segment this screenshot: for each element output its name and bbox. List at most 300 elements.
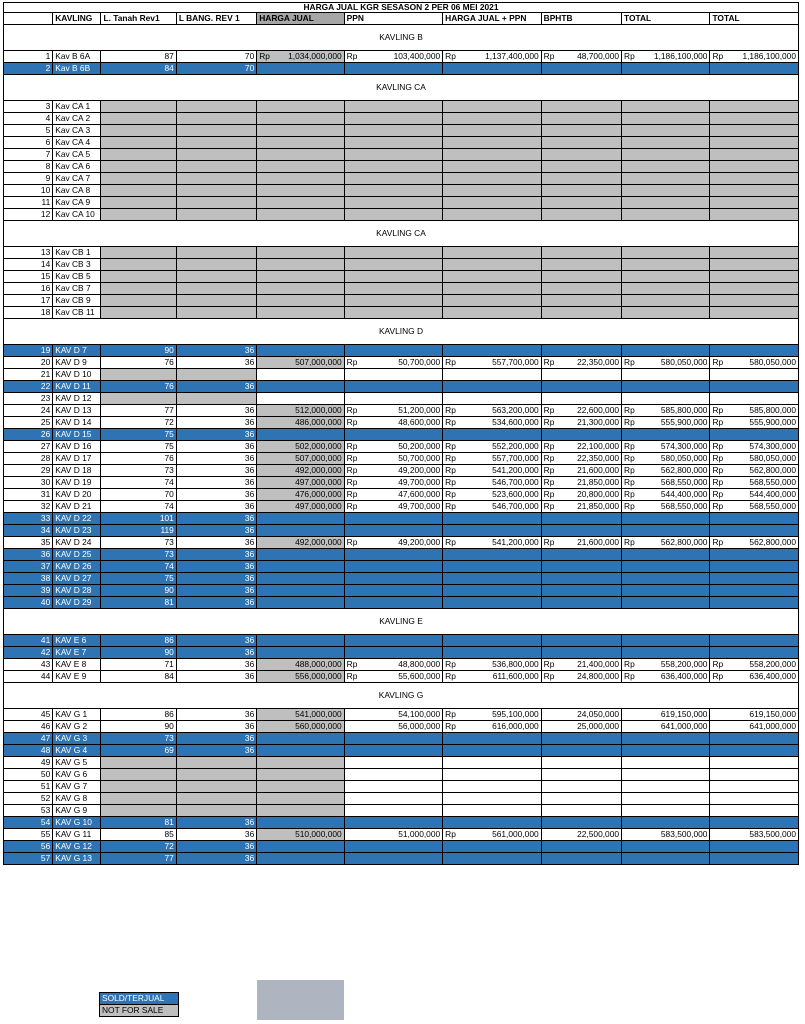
total-2 xyxy=(710,381,799,393)
bphtb-value: 48,700,000 xyxy=(577,51,620,61)
luas-bangunan: 36 xyxy=(176,441,256,453)
row-number: 2 xyxy=(4,63,53,75)
bphtb-value: 24,050,000 xyxy=(577,709,620,719)
currency-label: Rp xyxy=(445,405,456,415)
currency-label: Rp xyxy=(543,405,555,415)
harga-jual-ppn xyxy=(443,647,541,659)
bphtb xyxy=(541,733,621,745)
table-row xyxy=(4,585,799,597)
total-2 xyxy=(710,185,799,197)
kavling-name: KAV E 8 xyxy=(53,659,101,671)
total xyxy=(622,489,710,501)
ppn-value: 49,200,000 xyxy=(398,537,441,547)
ppn xyxy=(344,817,442,829)
currency-label: Rp xyxy=(445,417,456,427)
harga-jual-value: 488,000,000 xyxy=(295,659,342,669)
harga-jual xyxy=(257,369,344,381)
bphtb xyxy=(541,465,621,477)
luas-bangunan: 36 xyxy=(176,357,256,369)
row-number: 45 xyxy=(4,709,53,721)
kavling-name: Kav CB 3 xyxy=(53,259,101,271)
ppn xyxy=(344,357,442,369)
kavling-name: Kav CA 6 xyxy=(53,161,101,173)
row-number: 10 xyxy=(4,185,53,197)
currency-label: Rp xyxy=(712,453,724,463)
table-row xyxy=(4,307,799,319)
harga-jual-value: 492,000,000 xyxy=(295,537,342,547)
kavling-name: Kav CB 5 xyxy=(53,271,101,283)
kavling-name: KAV D 18 xyxy=(53,465,101,477)
luas-bangunan: 36 xyxy=(176,561,256,573)
ppn xyxy=(344,549,442,561)
kavling-name: KAV G 11 xyxy=(53,829,101,841)
kavling-name: KAV D 7 xyxy=(53,345,101,357)
ppn xyxy=(344,561,442,573)
harga-jual-ppn xyxy=(443,829,541,841)
table-row xyxy=(4,453,799,465)
harga-jual xyxy=(257,465,344,477)
bphtb xyxy=(541,793,621,805)
row-number: 51 xyxy=(4,781,53,793)
total-2 xyxy=(710,501,799,513)
bphtb-value: 21,300,000 xyxy=(577,417,620,427)
row-number: 57 xyxy=(4,853,53,865)
bphtb xyxy=(541,173,621,185)
harga-jual-ppn xyxy=(443,781,541,793)
kavling-name: KAV D 14 xyxy=(53,417,101,429)
ppn-value: 49,200,000 xyxy=(398,465,441,475)
harga-jual-ppn xyxy=(443,173,541,185)
harga-jual-ppn xyxy=(443,489,541,501)
kavling-name: KAV G 7 xyxy=(53,781,101,793)
total-value: 583,500,000 xyxy=(660,829,708,839)
total xyxy=(622,647,710,659)
total-value: 619,150,000 xyxy=(660,709,708,719)
total-2 xyxy=(710,561,799,573)
harga-jual-ppn xyxy=(443,501,541,513)
column-header: KAVLING xyxy=(53,13,101,25)
total-value: 568,550,000 xyxy=(660,501,708,511)
harga-jual-value: 497,000,000 xyxy=(295,501,342,511)
harga-jual xyxy=(257,573,344,585)
row-number: 36 xyxy=(4,549,53,561)
bphtb xyxy=(541,345,621,357)
ppn xyxy=(344,757,442,769)
table-row xyxy=(4,647,799,659)
harga-jual xyxy=(257,549,344,561)
harga-jual-ppn xyxy=(443,853,541,865)
currency-label: Rp xyxy=(346,51,358,61)
total-2-value: 568,550,000 xyxy=(749,501,796,511)
total-2-value: 1,186,100,000 xyxy=(742,51,796,61)
total-2 xyxy=(710,149,799,161)
ppn xyxy=(344,573,442,585)
row-number: 9 xyxy=(4,173,53,185)
bphtb xyxy=(541,745,621,757)
ppn xyxy=(344,51,442,63)
luas-tanah xyxy=(101,793,176,805)
currency-label: Rp xyxy=(346,501,358,511)
luas-tanah xyxy=(101,757,176,769)
column-header: L. Tanah Rev1 xyxy=(101,13,176,25)
harga-jual-ppn xyxy=(443,441,541,453)
total-2-value: 619,150,000 xyxy=(749,709,796,719)
ppn xyxy=(344,101,442,113)
total xyxy=(622,197,710,209)
total-value: 544,400,000 xyxy=(660,489,708,499)
bphtb xyxy=(541,149,621,161)
ppn xyxy=(344,635,442,647)
luas-tanah: 84 xyxy=(101,63,176,75)
luas-tanah: 84 xyxy=(101,671,176,683)
total-value: 580,050,000 xyxy=(660,453,708,463)
kavling-name: KAV G 1 xyxy=(53,709,101,721)
section-title: KAVLING CA xyxy=(4,75,799,101)
luas-bangunan: 36 xyxy=(176,549,256,561)
table-row xyxy=(4,101,799,113)
luas-bangunan: 36 xyxy=(176,635,256,647)
bphtb xyxy=(541,113,621,125)
total-2-value: 568,550,000 xyxy=(749,477,796,487)
currency-label: Rp xyxy=(712,537,724,547)
luas-bangunan xyxy=(176,769,256,781)
kavling-name: KAV G 4 xyxy=(53,745,101,757)
table-row xyxy=(4,465,799,477)
luas-bangunan: 36 xyxy=(176,721,256,733)
ppn xyxy=(344,537,442,549)
harga-jual xyxy=(257,501,344,513)
row-number: 44 xyxy=(4,671,53,683)
bphtb xyxy=(541,295,621,307)
luas-tanah xyxy=(101,137,176,149)
total-2 xyxy=(710,745,799,757)
column-header: HARGA JUAL + PPN xyxy=(443,13,541,25)
ppn xyxy=(344,345,442,357)
harga-jual-ppn-value: 536,800,000 xyxy=(492,659,539,669)
row-number: 14 xyxy=(4,259,53,271)
luas-bangunan: 36 xyxy=(176,453,256,465)
row-number: 1 xyxy=(4,51,53,63)
harga-jual-ppn xyxy=(443,161,541,173)
total xyxy=(622,635,710,647)
header-row xyxy=(4,13,799,25)
luas-tanah: 74 xyxy=(101,477,176,489)
luas-tanah xyxy=(101,393,176,405)
luas-bangunan: 36 xyxy=(176,345,256,357)
harga-jual xyxy=(257,101,344,113)
luas-tanah xyxy=(101,197,176,209)
total-2-value: 574,300,000 xyxy=(749,441,796,451)
harga-jual xyxy=(257,745,344,757)
total-2 xyxy=(710,513,799,525)
ppn xyxy=(344,295,442,307)
row-number: 19 xyxy=(4,345,53,357)
luas-bangunan: 36 xyxy=(176,537,256,549)
total-value: 555,900,000 xyxy=(660,417,708,427)
total xyxy=(622,271,710,283)
total-2 xyxy=(710,635,799,647)
harga-jual xyxy=(257,113,344,125)
kavling-name: Kav CA 3 xyxy=(53,125,101,137)
total-2 xyxy=(710,671,799,683)
total xyxy=(622,209,710,221)
ppn xyxy=(344,149,442,161)
harga-jual xyxy=(257,805,344,817)
bphtb xyxy=(541,125,621,137)
total-2 xyxy=(710,597,799,609)
luas-tanah: 75 xyxy=(101,573,176,585)
currency-label: Rp xyxy=(543,659,555,669)
legend xyxy=(99,992,179,1017)
row-number: 23 xyxy=(4,393,53,405)
total xyxy=(622,247,710,259)
harga-jual-ppn xyxy=(443,381,541,393)
currency-label: Rp xyxy=(712,501,724,511)
kavling-name: KAV D 13 xyxy=(53,405,101,417)
harga-jual xyxy=(257,733,344,745)
harga-jual xyxy=(257,405,344,417)
table-row xyxy=(4,549,799,561)
harga-jual xyxy=(257,441,344,453)
table-row xyxy=(4,537,799,549)
currency-label: Rp xyxy=(712,405,724,415)
currency-label: Rp xyxy=(259,51,270,61)
currency-label: Rp xyxy=(712,357,724,367)
kavling-name: KAV D 23 xyxy=(53,525,101,537)
price-table xyxy=(3,2,799,865)
table-row xyxy=(4,829,799,841)
luas-tanah xyxy=(101,125,176,137)
harga-jual-ppn xyxy=(443,247,541,259)
luas-tanah xyxy=(101,101,176,113)
total xyxy=(622,597,710,609)
row-number: 16 xyxy=(4,283,53,295)
harga-jual-ppn-value: 541,200,000 xyxy=(492,537,539,547)
total-2 xyxy=(710,393,799,405)
total-2-value: 562,800,000 xyxy=(749,465,796,475)
column-header: L BANG. REV 1 xyxy=(176,13,256,25)
harga-jual xyxy=(257,721,344,733)
section-title: KAVLING B xyxy=(4,25,799,51)
harga-jual xyxy=(257,781,344,793)
ppn xyxy=(344,453,442,465)
total-2 xyxy=(710,369,799,381)
currency-label: Rp xyxy=(346,671,358,681)
ppn-value: 103,400,000 xyxy=(393,51,441,61)
total-2 xyxy=(710,441,799,453)
bphtb xyxy=(541,709,621,721)
harga-jual-ppn xyxy=(443,671,541,683)
table-row xyxy=(4,781,799,793)
harga-jual-ppn-value: 561,000,000 xyxy=(492,829,539,839)
luas-bangunan: 36 xyxy=(176,647,256,659)
luas-tanah: 73 xyxy=(101,537,176,549)
total-2-value: 558,200,000 xyxy=(749,659,796,669)
row-number: 3 xyxy=(4,101,53,113)
luas-tanah: 77 xyxy=(101,405,176,417)
currency-label: Rp xyxy=(712,465,724,475)
ppn-value: 54,100,000 xyxy=(398,709,441,719)
total-2 xyxy=(710,721,799,733)
luas-bangunan xyxy=(176,393,256,405)
harga-jual xyxy=(257,585,344,597)
total-2 xyxy=(710,173,799,185)
ppn-value: 51,200,000 xyxy=(398,405,441,415)
luas-tanah: 76 xyxy=(101,357,176,369)
luas-tanah: 90 xyxy=(101,585,176,597)
kavling-name: KAV G 2 xyxy=(53,721,101,733)
row-number: 47 xyxy=(4,733,53,745)
luas-tanah: 71 xyxy=(101,659,176,671)
row-number: 26 xyxy=(4,429,53,441)
harga-jual-ppn xyxy=(443,573,541,585)
ppn xyxy=(344,513,442,525)
luas-tanah: 81 xyxy=(101,597,176,609)
total-2-value: 544,400,000 xyxy=(749,489,796,499)
total-2 xyxy=(710,405,799,417)
kavling-name: KAV G 12 xyxy=(53,841,101,853)
luas-bangunan xyxy=(176,185,256,197)
luas-bangunan: 36 xyxy=(176,465,256,477)
table-row xyxy=(4,525,799,537)
column-header: BPHTB xyxy=(541,13,621,25)
kavling-name: KAV D 20 xyxy=(53,489,101,501)
total-2 xyxy=(710,781,799,793)
harga-jual-ppn xyxy=(443,357,541,369)
harga-jual-ppn xyxy=(443,635,541,647)
ppn-value: 55,600,000 xyxy=(398,671,441,681)
harga-jual-ppn xyxy=(443,757,541,769)
ppn xyxy=(344,283,442,295)
ppn xyxy=(344,185,442,197)
kavling-name: Kav CB 11 xyxy=(53,307,101,319)
luas-tanah: 90 xyxy=(101,647,176,659)
row-number: 15 xyxy=(4,271,53,283)
table-row xyxy=(4,247,799,259)
table-row xyxy=(4,635,799,647)
currency-label: Rp xyxy=(624,537,635,547)
harga-jual-ppn xyxy=(443,137,541,149)
harga-jual-ppn xyxy=(443,345,541,357)
luas-bangunan xyxy=(176,805,256,817)
ppn xyxy=(344,489,442,501)
currency-label: Rp xyxy=(712,417,724,427)
row-number: 27 xyxy=(4,441,53,453)
table-row xyxy=(4,381,799,393)
harga-jual-value: 476,000,000 xyxy=(295,489,342,499)
table-row xyxy=(4,597,799,609)
table-row xyxy=(4,295,799,307)
bphtb xyxy=(541,381,621,393)
table-row xyxy=(4,161,799,173)
ppn-value: 49,700,000 xyxy=(398,501,441,511)
total xyxy=(622,63,710,75)
total xyxy=(622,745,710,757)
harga-jual xyxy=(257,137,344,149)
harga-jual xyxy=(257,671,344,683)
bphtb-value: 21,400,000 xyxy=(577,659,620,669)
row-number: 5 xyxy=(4,125,53,137)
harga-jual xyxy=(257,149,344,161)
kavling-name: Kav CA 9 xyxy=(53,197,101,209)
currency-label: Rp xyxy=(624,465,635,475)
currency-label: Rp xyxy=(543,537,555,547)
ppn xyxy=(344,597,442,609)
currency-label: Rp xyxy=(445,465,456,475)
bphtb xyxy=(541,561,621,573)
currency-label: Rp xyxy=(712,659,724,669)
harga-jual-value: 492,000,000 xyxy=(295,465,342,475)
bphtb xyxy=(541,781,621,793)
kavling-name: KAV D 12 xyxy=(53,393,101,405)
currency-label: Rp xyxy=(445,357,456,367)
total xyxy=(622,829,710,841)
table-row xyxy=(4,259,799,271)
luas-tanah: 101 xyxy=(101,513,176,525)
section-title: KAVLING D xyxy=(4,319,799,345)
row-number: 48 xyxy=(4,745,53,757)
bphtb xyxy=(541,647,621,659)
total xyxy=(622,709,710,721)
total xyxy=(622,659,710,671)
harga-jual-value: 507,000,000 xyxy=(295,453,342,463)
luas-tanah xyxy=(101,247,176,259)
luas-tanah: 75 xyxy=(101,441,176,453)
bphtb xyxy=(541,853,621,865)
harga-jual xyxy=(257,477,344,489)
ppn xyxy=(344,659,442,671)
ppn-value: 56,000,000 xyxy=(398,721,441,731)
harga-jual-ppn xyxy=(443,597,541,609)
currency-label: Rp xyxy=(543,671,555,681)
ppn xyxy=(344,769,442,781)
harga-jual-ppn-value: 611,600,000 xyxy=(492,671,539,681)
section-header xyxy=(4,25,799,51)
table-row xyxy=(4,805,799,817)
row-number: 32 xyxy=(4,501,53,513)
total xyxy=(622,259,710,271)
luas-bangunan xyxy=(176,209,256,221)
kavling-name: Kav CA 8 xyxy=(53,185,101,197)
bphtb xyxy=(541,393,621,405)
ppn xyxy=(344,793,442,805)
currency-label: Rp xyxy=(624,477,635,487)
harga-jual-ppn xyxy=(443,709,541,721)
kavling-name: KAV D 29 xyxy=(53,597,101,609)
bphtb xyxy=(541,307,621,319)
row-number: 53 xyxy=(4,805,53,817)
luas-bangunan xyxy=(176,307,256,319)
total-value: 585,800,000 xyxy=(660,405,708,415)
legend-price-swatch xyxy=(257,980,344,1020)
kavling-name: KAV G 10 xyxy=(53,817,101,829)
luas-tanah: 74 xyxy=(101,501,176,513)
bphtb xyxy=(541,259,621,271)
luas-bangunan xyxy=(176,369,256,381)
currency-label: Rp xyxy=(543,489,555,499)
section-header xyxy=(4,75,799,101)
harga-jual-ppn xyxy=(443,101,541,113)
kavling-name: Kav CB 9 xyxy=(53,295,101,307)
harga-jual-ppn xyxy=(443,733,541,745)
harga-jual-ppn xyxy=(443,125,541,137)
column-header: TOTAL xyxy=(622,13,710,25)
total-2 xyxy=(710,477,799,489)
harga-jual-ppn-value: 557,700,000 xyxy=(492,453,539,463)
ppn xyxy=(344,405,442,417)
ppn xyxy=(344,197,442,209)
harga-jual xyxy=(257,757,344,769)
